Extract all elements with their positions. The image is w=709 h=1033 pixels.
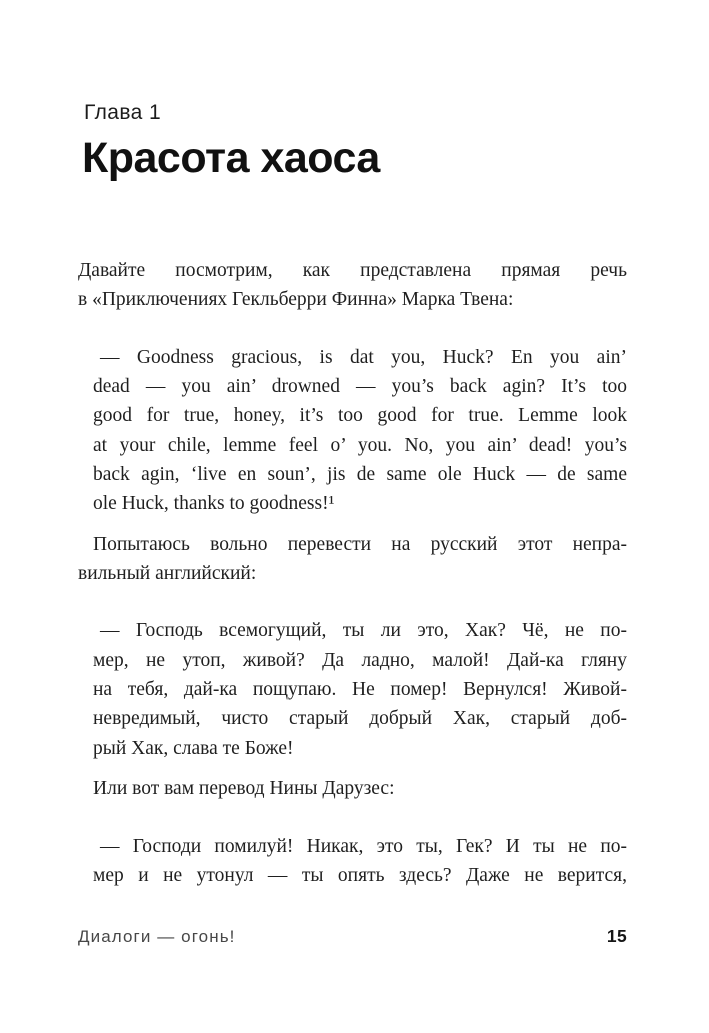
text-line: at your chile, lemme feel o’ you. No, you ain’ dead! you’s <box>93 434 627 456</box>
text-line: ole Huck, thanks to goodness!¹ <box>93 493 335 515</box>
translation-intro-paragraph <box>78 530 627 589</box>
text-line: Попытаюсь вольно перевести на русский этот непра- <box>93 533 627 555</box>
chapter-label: Глава 1 <box>84 101 162 124</box>
text-line: dead — you ain’ drowned — you’s back agin? It’s too <box>93 376 627 398</box>
text-line: в «Приключениях Гекльберри Финна» Марка Твена: <box>78 289 514 311</box>
text-column <box>78 256 627 901</box>
text-line: мер и не утонул — ты опять здесь? Даже не верится, <box>93 864 627 886</box>
daruzes-intro-paragraph <box>78 774 627 803</box>
text-line: — Goodness gracious, is dat you, Huck? En you ain’ <box>100 346 627 368</box>
english-quote <box>93 343 627 519</box>
page-number: 15 <box>606 926 627 946</box>
text-line: на тебя, дай-ка пощупаю. Не помер! Вернулся! Живой- <box>93 679 627 701</box>
text-line: Или вот вам перевод Нины Дарузес: <box>93 778 395 800</box>
free-translation-quote <box>93 616 627 763</box>
text-line: good for true, honey, it’s too good for true. Lemme look <box>93 405 627 427</box>
page-footer <box>78 926 627 947</box>
text-line: — Господь всемогущий, ты ли это, Хак? Чё, не по- <box>100 620 627 642</box>
text-line: — Господи помилуй! Никак, это ты, Гек? И ты не по- <box>100 835 627 857</box>
text-line: back agin, ‘live en soun’, jis de same ole Huck — de same <box>93 464 627 486</box>
text-line: невредимый, чисто старый добрый Хак, старый доб- <box>93 708 627 730</box>
intro-paragraph <box>78 256 627 315</box>
running-title: Диалоги — огонь! <box>78 927 236 946</box>
text-line: мер, не утоп, живой? Да ладно, малой! Дай-ка гляну <box>93 649 627 671</box>
text-line: вильный английский: <box>78 563 257 585</box>
text-line: рый Хак, слава те Боже! <box>93 737 294 759</box>
daruzes-quote <box>93 832 627 891</box>
chapter-title: Красота хаоса <box>82 134 380 182</box>
text-line: Давайте посмотрим, как представлена прямая речь <box>78 260 627 281</box>
